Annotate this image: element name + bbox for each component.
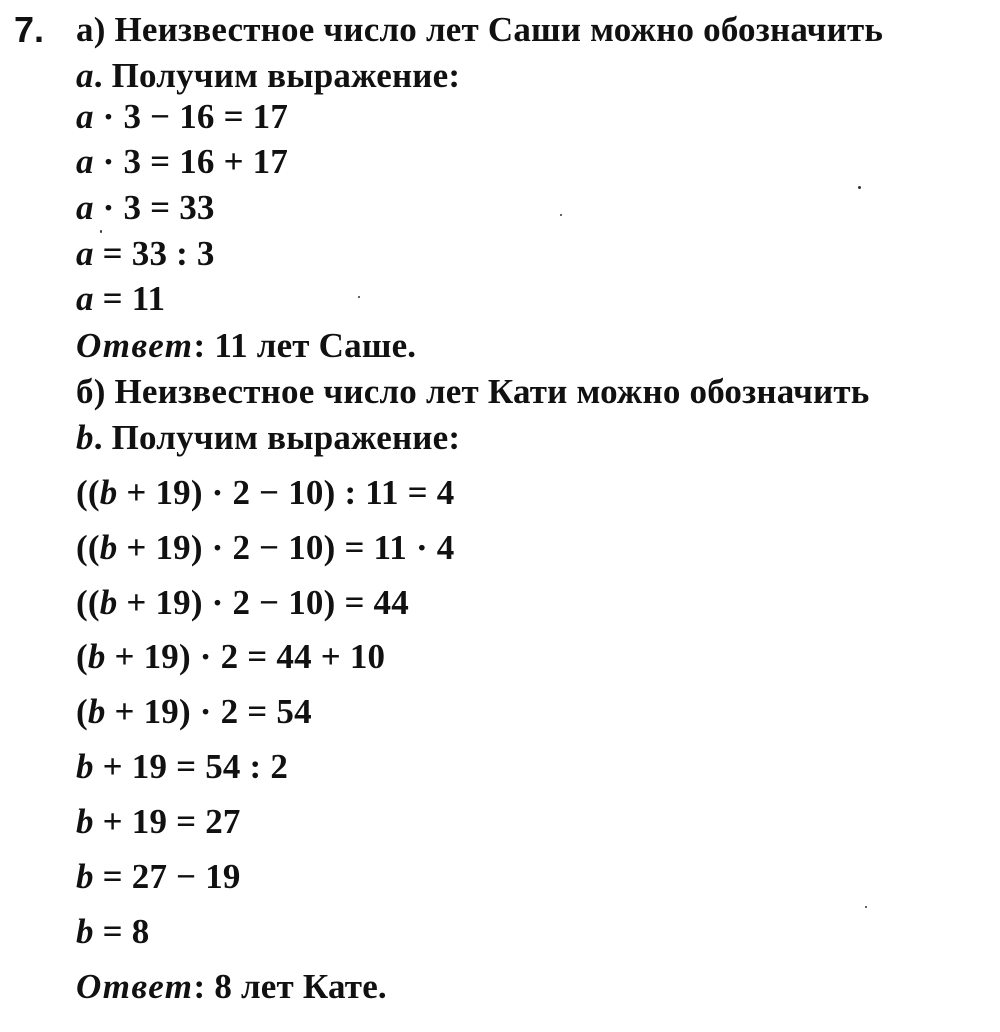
equation-rest: + 19) · 2 = 44 + 10 [105, 637, 386, 676]
equation-variable: b [76, 857, 94, 896]
equation-rest: + 19 = 54 : 2 [93, 747, 289, 786]
part-b-equation-3 [76, 583, 409, 623]
equation-rest: + 19) · 2 = 54 [105, 692, 312, 731]
scan-speck [865, 906, 867, 908]
equation-rest: + 19) · 2 − 10) = 11 · 4 [117, 528, 455, 567]
equation-variable: a [76, 142, 94, 181]
part-a-equation-1 [76, 97, 288, 137]
scan-speck [358, 296, 360, 298]
part-b-equation-8 [76, 857, 241, 897]
part-b-equation-9 [76, 912, 149, 952]
equation-rest: = 8 [93, 912, 150, 951]
part-b-equation-2 [76, 528, 454, 568]
part-b-equation-7 [76, 802, 241, 842]
part-a-equation-5 [76, 279, 165, 319]
equation-prefix: ( [76, 637, 88, 676]
equation-variable: a [76, 234, 94, 273]
scan-speck [100, 230, 102, 233]
equation-variable: b [87, 692, 106, 731]
part-a-answer [76, 326, 416, 366]
part-b-equation-6 [76, 747, 288, 787]
part-b-equation-1 [76, 473, 454, 513]
equation-prefix: ( [76, 692, 88, 731]
part-a-intro-line1: а) Неизвестное число лет Саши можно обозначить [76, 10, 884, 49]
equation-variable: b [99, 528, 118, 567]
equation-rest: · 3 = 16 + 17 [93, 142, 289, 181]
part-b-equation-4 [76, 637, 385, 677]
answer-label: Ответ [76, 967, 194, 1006]
equation-rest: · 3 − 16 = 17 [93, 97, 289, 136]
part-b-answer [76, 967, 387, 1007]
equation-rest: = 11 [93, 279, 166, 318]
equation-variable: b [99, 583, 118, 622]
equation-variable: a [76, 97, 94, 136]
scan-speck [858, 186, 861, 189]
part-a-variable: a [76, 56, 94, 95]
equation-variable: b [76, 747, 94, 786]
equation-prefix: (( [76, 473, 100, 512]
scan-speck [560, 214, 562, 216]
part-a-equation-3 [76, 188, 215, 228]
equation-rest: = 33 : 3 [93, 234, 215, 273]
equation-rest: = 27 − 19 [93, 857, 241, 896]
answer-label: Ответ [76, 326, 194, 365]
equation-variable: b [87, 637, 106, 676]
part-a-equation-2 [76, 142, 288, 182]
part-b-intro-line1: б) Неизвестное число лет Кати можно обозначить [76, 372, 870, 411]
part-a-intro-rest: . Получим выражение: [93, 56, 461, 95]
equation-rest: · 3 = 33 [93, 188, 215, 227]
answer-text: : 11 лет Саше. [193, 326, 417, 365]
task-number: 7. [14, 9, 45, 50]
equation-variable: a [76, 279, 94, 318]
part-a-intro-line2 [76, 56, 460, 96]
equation-rest: + 19) · 2 − 10) = 44 [117, 583, 409, 622]
equation-variable: b [99, 473, 118, 512]
equation-variable: b [76, 802, 94, 841]
part-a-equation-4 [76, 234, 215, 274]
part-b-variable: b [76, 418, 94, 457]
equation-prefix: (( [76, 528, 100, 567]
part-b-intro-line2 [76, 418, 460, 458]
answer-text: : 8 лет Кате. [193, 967, 387, 1006]
part-b-equation-5 [76, 692, 312, 732]
equation-variable: a [76, 188, 94, 227]
equation-rest: + 19 = 27 [93, 802, 241, 841]
part-b-intro-rest: . Получим выражение: [93, 418, 461, 457]
equation-prefix: (( [76, 583, 100, 622]
equation-rest: + 19) · 2 − 10) : 11 = 4 [117, 473, 455, 512]
equation-variable: b [76, 912, 94, 951]
